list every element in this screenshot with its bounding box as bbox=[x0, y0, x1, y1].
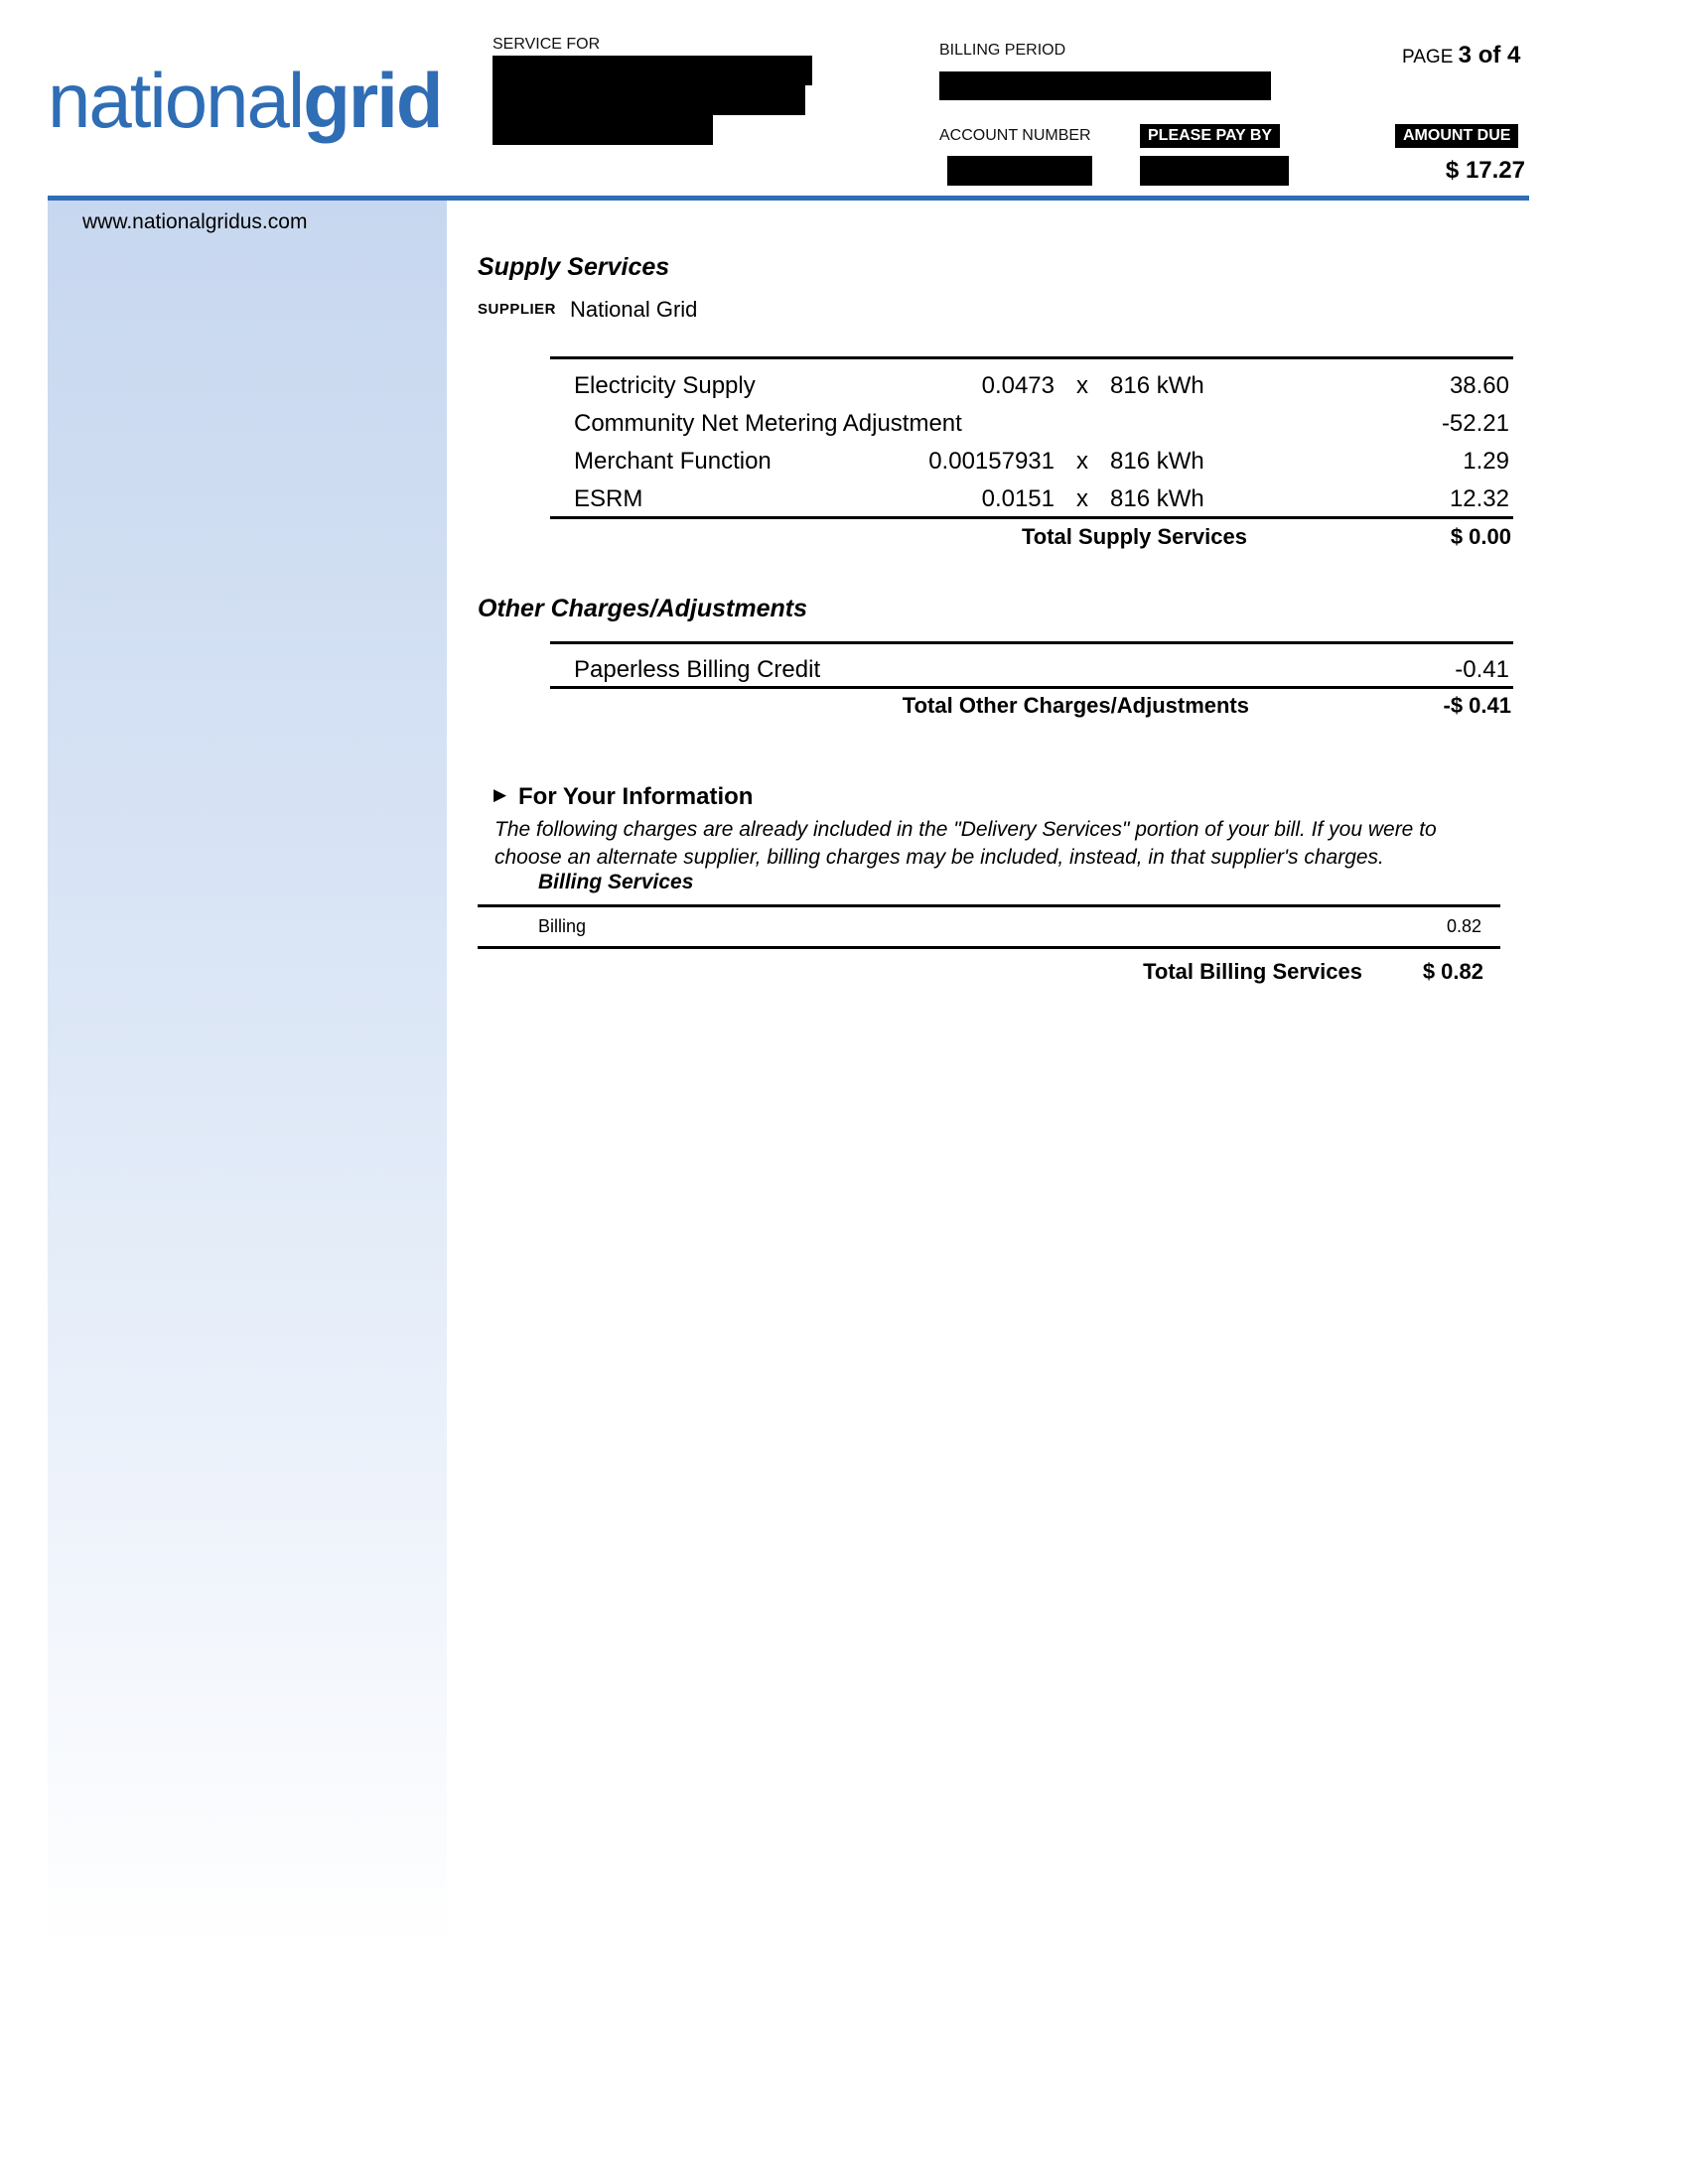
supplier-label: SUPPLIER bbox=[478, 301, 557, 318]
supply-row-amount: 12.32 bbox=[1449, 485, 1509, 512]
billing-total-value: $ 0.82 bbox=[1422, 959, 1483, 984]
billing-total-label: Total Billing Services bbox=[1143, 959, 1362, 984]
supply-table-bottom-rule bbox=[550, 516, 1513, 519]
national-grid-logo bbox=[48, 57, 442, 144]
supply-row-amount: 1.29 bbox=[1463, 448, 1509, 475]
redacted-service-address-2 bbox=[492, 115, 713, 145]
please-pay-by-badge: PLEASE PAY BY bbox=[1140, 124, 1280, 148]
redacted-billing-period bbox=[939, 71, 1271, 100]
account-number-label: ACCOUNT NUMBER bbox=[939, 127, 1091, 144]
billing-row-label: Billing bbox=[538, 916, 587, 936]
billing-row-amount: 0.82 bbox=[1446, 916, 1481, 936]
supply-row-rate: 0.0473 bbox=[981, 372, 1055, 399]
other-total-value: -$ 0.41 bbox=[1443, 693, 1511, 718]
billing-services-subtitle: Billing Services bbox=[538, 871, 694, 893]
supply-table-top-rule bbox=[550, 356, 1513, 359]
supply-row-label: Electricity Supply bbox=[574, 372, 756, 399]
supply-total-label: Total Supply Services bbox=[1021, 524, 1247, 549]
redacted-pay-by-date bbox=[1140, 156, 1289, 186]
supply-row-times: x bbox=[1076, 372, 1088, 399]
amount-due-value: $ 17.27 bbox=[1445, 157, 1525, 184]
triangle-right-icon: ▶ bbox=[493, 785, 507, 804]
supply-row-label: Community Net Metering Adjustment bbox=[574, 410, 962, 437]
supply-row-label: ESRM bbox=[574, 485, 643, 512]
fyi-body-text: The following charges are already included in the "Delivery Services" portion of your bill. If you were to choose an alternate supplier, billing charges may be included, instead, in that supplier's charges. bbox=[494, 818, 1437, 869]
redacted-account-number bbox=[947, 156, 1092, 186]
redacted-service-name bbox=[492, 56, 812, 85]
billing-period-label: BILLING PERIOD bbox=[939, 42, 1066, 59]
supply-row-qty: 816 kWh bbox=[1110, 448, 1204, 475]
sidebar-gradient bbox=[48, 201, 447, 1948]
other-table-top-rule bbox=[550, 641, 1513, 644]
supply-row-qty: 816 kWh bbox=[1110, 372, 1204, 399]
supply-row-rate: 0.0151 bbox=[981, 485, 1055, 512]
supplier-name: National Grid bbox=[570, 297, 698, 322]
other-row-label: Paperless Billing Credit bbox=[574, 656, 821, 683]
other-table-bottom-rule bbox=[550, 686, 1513, 689]
other-charges-title: Other Charges/Adjustments bbox=[478, 595, 808, 622]
supply-row-amount: -52.21 bbox=[1441, 410, 1509, 437]
supply-row-label: Merchant Function bbox=[574, 448, 772, 475]
logo-text-bold: grid bbox=[303, 57, 442, 144]
supply-row-times: x bbox=[1076, 485, 1088, 512]
other-total-label: Total Other Charges/Adjustments bbox=[902, 693, 1249, 718]
supply-total-value: $ 0.00 bbox=[1450, 524, 1511, 549]
service-for-label: SERVICE FOR bbox=[492, 36, 601, 53]
supply-row-amount: 38.60 bbox=[1449, 372, 1509, 399]
amount-due-badge: AMOUNT DUE bbox=[1395, 124, 1518, 148]
supply-services-title: Supply Services bbox=[478, 253, 670, 281]
fyi-title: For Your Information bbox=[518, 783, 754, 810]
supply-row-qty: 816 kWh bbox=[1110, 485, 1204, 512]
supply-row-rate: 0.00157931 bbox=[928, 448, 1055, 475]
billing-table-bottom-rule bbox=[478, 946, 1500, 949]
billing-table-top-rule bbox=[478, 904, 1500, 907]
page-prefix: PAGE bbox=[1402, 47, 1454, 68]
page-indicator bbox=[1402, 42, 1520, 69]
website-link[interactable]: www.nationalgridus.com bbox=[82, 210, 308, 233]
supply-row-times: x bbox=[1076, 448, 1088, 475]
redacted-service-address-1 bbox=[492, 85, 805, 115]
page-number: 3 of 4 bbox=[1458, 42, 1521, 68]
logo-text-light: national bbox=[48, 57, 304, 144]
other-row-amount: -0.41 bbox=[1455, 656, 1509, 683]
